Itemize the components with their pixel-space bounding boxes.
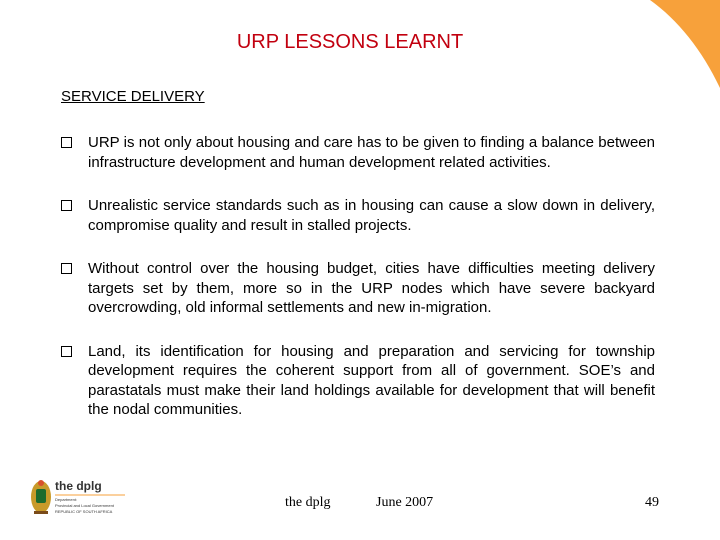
section-heading: SERVICE DELIVERY xyxy=(61,88,205,105)
bullet-text: Unrealistic service standards such as in housing can cause a slow down in delivery, compromise quality and result in stalled projects. xyxy=(88,197,655,234)
bullet-text: Land, its identification for housing and preparation and servicing for township development requires the coherent support from all of government. SOE’s and parastatals must make their land holdings available for development that will benefit the nodal communities. xyxy=(88,342,655,418)
bullet-item xyxy=(61,342,655,420)
slide-title: URP LESSONS LEARNT xyxy=(236,31,464,53)
bullet-item xyxy=(61,196,655,235)
checkbox-bullet-icon xyxy=(61,263,72,274)
checkbox-bullet-icon xyxy=(61,137,72,148)
coat-of-arms-icon xyxy=(31,480,51,514)
footer-date: June 2007 xyxy=(376,495,434,510)
footer-org: the dplg xyxy=(285,495,331,510)
checkbox-bullet-icon xyxy=(61,200,72,211)
bullet-list xyxy=(61,133,655,444)
logo-line-1: Department: xyxy=(55,497,78,502)
bullet-text: URP is not only about housing and care has to be given to finding a balance between infrastructure development and human development related activities. xyxy=(88,134,655,171)
checkbox-bullet-icon xyxy=(61,346,72,357)
page-number: 49 xyxy=(645,495,659,510)
bullet-item xyxy=(61,133,655,172)
logo-line-3: REPUBLIC OF SOUTH AFRICA xyxy=(55,509,113,514)
logo-wordmark: the dplg xyxy=(55,479,102,493)
dplg-logo xyxy=(28,475,128,520)
logo-line-2: Provincial and Local Government xyxy=(55,503,114,508)
bullet-item xyxy=(61,259,655,318)
bullet-text: Without control over the housing budget, cities have difficulties meeting delivery targets set by them, more so in the URP nodes which have severe backyard overcrowding, old informal settlements and new in-migration. xyxy=(88,260,655,316)
